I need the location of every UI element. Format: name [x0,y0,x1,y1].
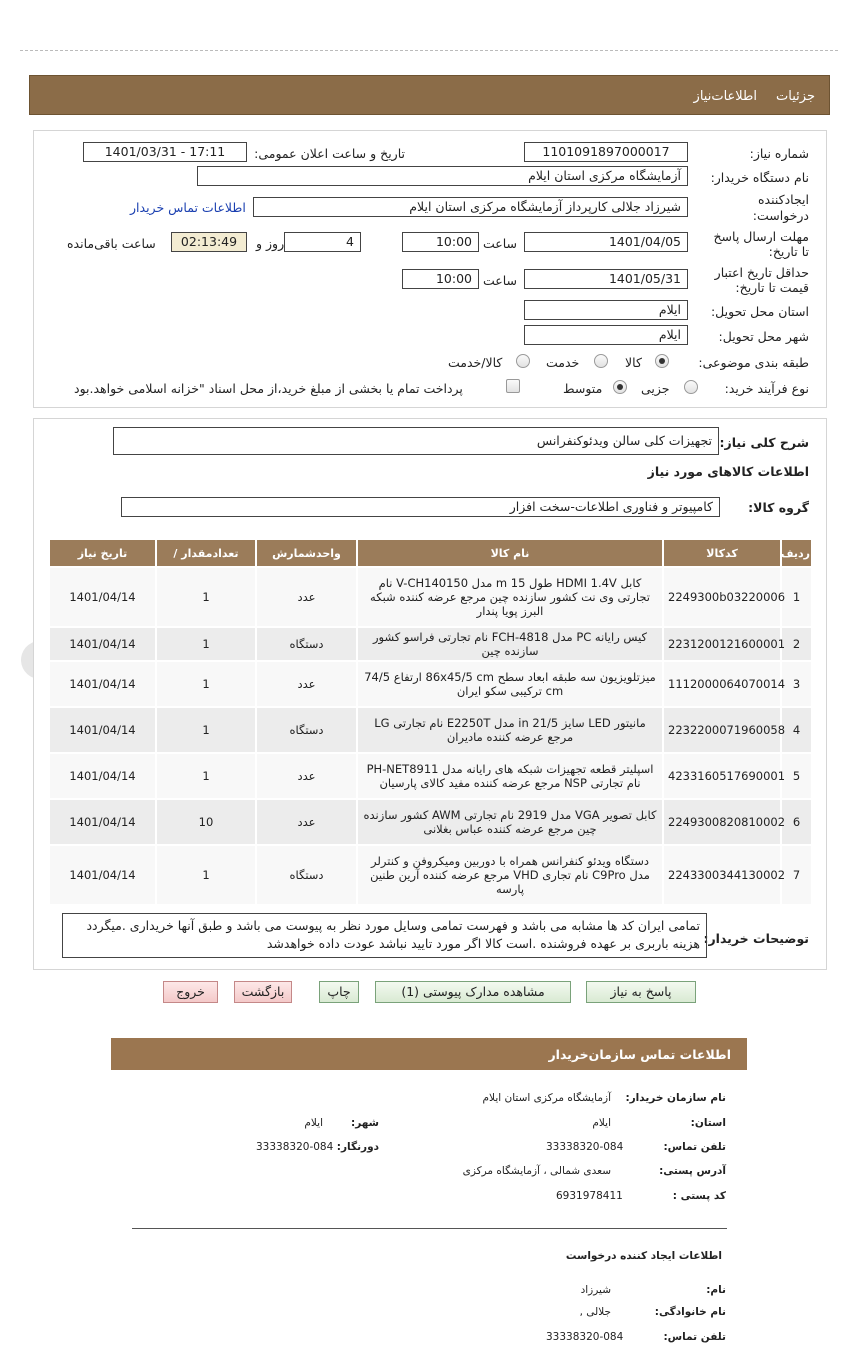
buyer-notes-field: تمامی ایران کد ها مشابه می باشد و فهرست تمامی وسایل مورد نظر به پیوست می باشد و طبق آنها خریداری .میگردد هزینه باربری بر عهده فروشنده .است کالا اگر مورد تایید نباشد عودت داده خواهدشد [62,913,707,958]
cell-unit: عدد [256,661,357,707]
col-row: ردیف [781,539,812,567]
cell-row: 7 [781,845,812,905]
cell-code: 2249300b03220006 [663,567,781,627]
table-row [49,799,812,845]
deadline-label: مهلت ارسال پاسخ تا تاریخ: [713,229,809,259]
cell-name: دستگاه ویدئو کنفرانس همراه با دوربین ومیکروفن و کنترلر مدل C9Pro نام تجاری VHD مرجع عرضه کننده آرین طنین پارسه [357,845,663,905]
contact-postal-label: کد پستی : [672,1190,726,1202]
announce-label: تاریخ و ساعت اعلان عمومی: [254,146,405,161]
category-goods-radio[interactable] [655,354,669,368]
col-date: تاریخ نیاز [49,539,156,567]
category-both-label: کالا/خدمت [448,355,503,370]
contact-city-label: شهر: [351,1117,379,1129]
category-label: طبقه بندی موضوعی: [698,355,809,370]
process-minor-label: جزیی [641,381,670,396]
table-row [49,707,812,753]
reply-button[interactable]: پاسخ به نیاز [586,981,696,1003]
creator-first-name-label: نام: [706,1284,726,1296]
goods-table [48,538,813,906]
creator-phone-label: تلفن تماس: [663,1331,726,1343]
days-label: روز و [256,236,285,251]
creator-first-name-value: شیرزاد [580,1284,611,1296]
cell-qty: 1 [156,567,256,627]
cell-qty: 1 [156,845,256,905]
remaining-label: ساعت باقی‌مانده [67,236,156,251]
goods-group-field: کامپیوتر و فناوری اطلاعات-سخت افزار [121,497,720,517]
creator-field: شیرزاد جلالی کارپرداز آزمایشگاه مرکزی استان ایلام [253,197,688,217]
cell-date: 1401/04/14 [49,627,156,661]
validity-time-field: 10:00 [402,269,479,289]
category-service-label: خدمت [546,355,580,370]
table-row [49,567,812,627]
view-attachments-button[interactable]: مشاهده مدارک پیوستی (1) [375,981,571,1003]
cell-unit: دستگاه [256,627,357,661]
goods-group-label: گروه کالا: [748,500,809,515]
buyer-org-label: نام دستگاه خریدار: [710,170,809,185]
deadline-date-field: 1401/04/05 [524,232,688,252]
table-row [49,627,812,661]
creator-last-name-value: جلالی , [579,1306,611,1318]
contact-title-bar [111,1038,747,1070]
contact-divider [132,1228,727,1229]
top-separator [20,50,838,51]
cell-row: 5 [781,753,812,799]
cell-date: 1401/04/14 [49,567,156,627]
cell-code: 2243300344130002 [663,845,781,905]
process-medium-radio[interactable] [613,380,627,394]
creator-label: ایجادکننده درخواست: [752,192,809,223]
contact-fax-value: 33338320-084 [256,1141,334,1153]
process-medium-label: متوسط [563,381,603,396]
buyer-contact-link[interactable]: اطلاعات تماس خریدار [130,200,246,215]
col-unit: واحدشمارش [256,539,357,567]
creator-phone-value: 33338320-084 [546,1331,624,1343]
goods-info-title: اطلاعات کالاهای مورد نیاز [647,464,809,479]
cell-code: 4233160517690001 [663,753,781,799]
cell-qty: 1 [156,753,256,799]
treasury-payment-checkbox[interactable] [506,379,520,393]
buyer-org-field: آزمایشگاه مرکزی استان ایلام [197,166,688,186]
cell-qty: 1 [156,627,256,661]
city-label: شهر محل تحویل: [718,329,809,344]
contact-province-label: استان: [690,1117,726,1129]
deadline-time-field: 10:00 [402,232,479,252]
col-name: نام کالا [357,539,663,567]
cell-code: 2232200071960058 [663,707,781,753]
city-field: ایلام [524,325,688,345]
table-row [49,753,812,799]
contact-fax-label: دورنگار: [336,1141,379,1153]
contact-address-value: سعدی شمالی ، آزمایشگاه مرکزی [462,1165,611,1177]
back-button[interactable]: بازگشت [234,981,292,1003]
cell-qty: 1 [156,661,256,707]
province-field: ایلام [524,300,688,320]
remaining-time-field: 02:13:49 [171,232,247,252]
tab-need-info[interactable]: اطلاعات‌نیاز [693,89,757,104]
cell-name: کیس رایانه PC مدل FCH-4818 نام تجارتی فراسو کشور سازنده چین [357,627,663,661]
cell-unit: دستگاه [256,845,357,905]
cell-qty: 1 [156,707,256,753]
cell-row: 1 [781,567,812,627]
cell-date: 1401/04/14 [49,707,156,753]
category-both-radio[interactable] [516,354,530,368]
table-row [49,661,812,707]
table-row [49,845,812,905]
col-code: کدکالا [663,539,781,567]
general-desc-label: شرح کلی نیاز: [719,435,809,450]
cell-name: اسپلیتر قطعه تجهیزات شبکه های رایانه مدل PH-NET8911 نام تجارتی NSP مرجع عرضه کننده مفید کالای پارسیان [357,753,663,799]
buyer-notes-label: توضیحات خریدار: [703,931,809,946]
cell-row: 6 [781,799,812,845]
exit-button[interactable]: خروج [163,981,218,1003]
process-label: نوع فرآیند خرید: [724,381,809,396]
cell-code: 2249300820810002 [663,799,781,845]
cell-unit: دستگاه [256,707,357,753]
print-button[interactable]: چاپ [319,981,359,1003]
deadline-time-label: ساعت [483,236,518,251]
announce-datetime-field: 1401/03/31 - 17:11 [83,142,247,162]
contact-postal-value: 6931978411 [556,1190,623,1202]
treasury-payment-note: پرداخت تمام یا بخشی از مبلغ خرید،از محل اسناد "خزانه اسلامی خواهد.بود [74,381,463,396]
remaining-days-field: 4 [284,232,361,252]
cell-date: 1401/04/14 [49,845,156,905]
contact-org-label: نام سازمان خریدار: [625,1092,726,1104]
category-goods-label: کالا [625,355,642,370]
contact-city-value: ایلام [304,1117,323,1129]
contact-phone-value: 33338320-084 [546,1141,624,1153]
validity-label: حداقل تاریخ اعتبار قیمت تا تاریخ: [714,265,809,295]
category-service-radio[interactable] [594,354,608,368]
cell-name: میزتلویزیون سه طبقه ابعاد سطح 86x45/5 cm ارتفاع 74/5 cm ترکیبی سکو ایران [357,661,663,707]
cell-row: 4 [781,707,812,753]
cell-date: 1401/04/14 [49,799,156,845]
contact-address-label: آدرس پستی: [659,1165,726,1177]
cell-row: 2 [781,627,812,661]
contact-org-value: آزمایشگاه مرکزی استان ایلام [482,1092,611,1104]
general-desc-field: تجهیزات کلی سالن ویدئوکنفرانس [113,427,719,455]
cell-row: 3 [781,661,812,707]
cell-qty: 10 [156,799,256,845]
province-label: استان محل تحویل: [710,304,809,319]
cell-date: 1401/04/14 [49,753,156,799]
cell-date: 1401/04/14 [49,661,156,707]
need-number-field: 1101091897000017 [524,142,688,162]
need-number-label: شماره نیاز: [749,146,809,161]
creator-last-name-label: نام خانوادگی: [654,1306,726,1318]
header-bar [29,75,830,115]
validity-time-label: ساعت [483,273,518,288]
contact-phone-label: تلفن تماس: [663,1141,726,1153]
tab-details[interactable]: جزئیات [776,89,815,104]
cell-unit: عدد [256,799,357,845]
cell-unit: عدد [256,753,357,799]
cell-code: 1112000064070014 [663,661,781,707]
cell-name: مانیتور LED سایز 21/5 in مدل E2250T نام تجارتی LG مرجع عرضه کننده مادیران [357,707,663,753]
validity-date-field: 1401/05/31 [524,269,688,289]
contact-province-value: ایلام [592,1117,611,1129]
process-minor-radio[interactable] [684,380,698,394]
cell-code: 2231200121600001 [663,627,781,661]
contact-title: اطلاعات تماس سازمان‌خریدار [548,1047,731,1062]
goods-table-header [49,539,812,567]
col-qty: تعدادمقدار / [156,539,256,567]
cell-name: کابل تصویر VGA مدل 2919 نام تجارتی AWM کشور سازنده چین مرجع عرضه کننده عباس بغلانی [357,799,663,845]
cell-name: کابل HDMI 1.4V طول 15 m مدل V-CH140150 نام تجارتی وی نت کشور سازنده چین مرجع عرضه کننده شبکه البرز پویا پندار [357,567,663,627]
cell-unit: عدد [256,567,357,627]
creator-info-title: اطلاعات ایجاد کننده درخواست [565,1250,722,1262]
